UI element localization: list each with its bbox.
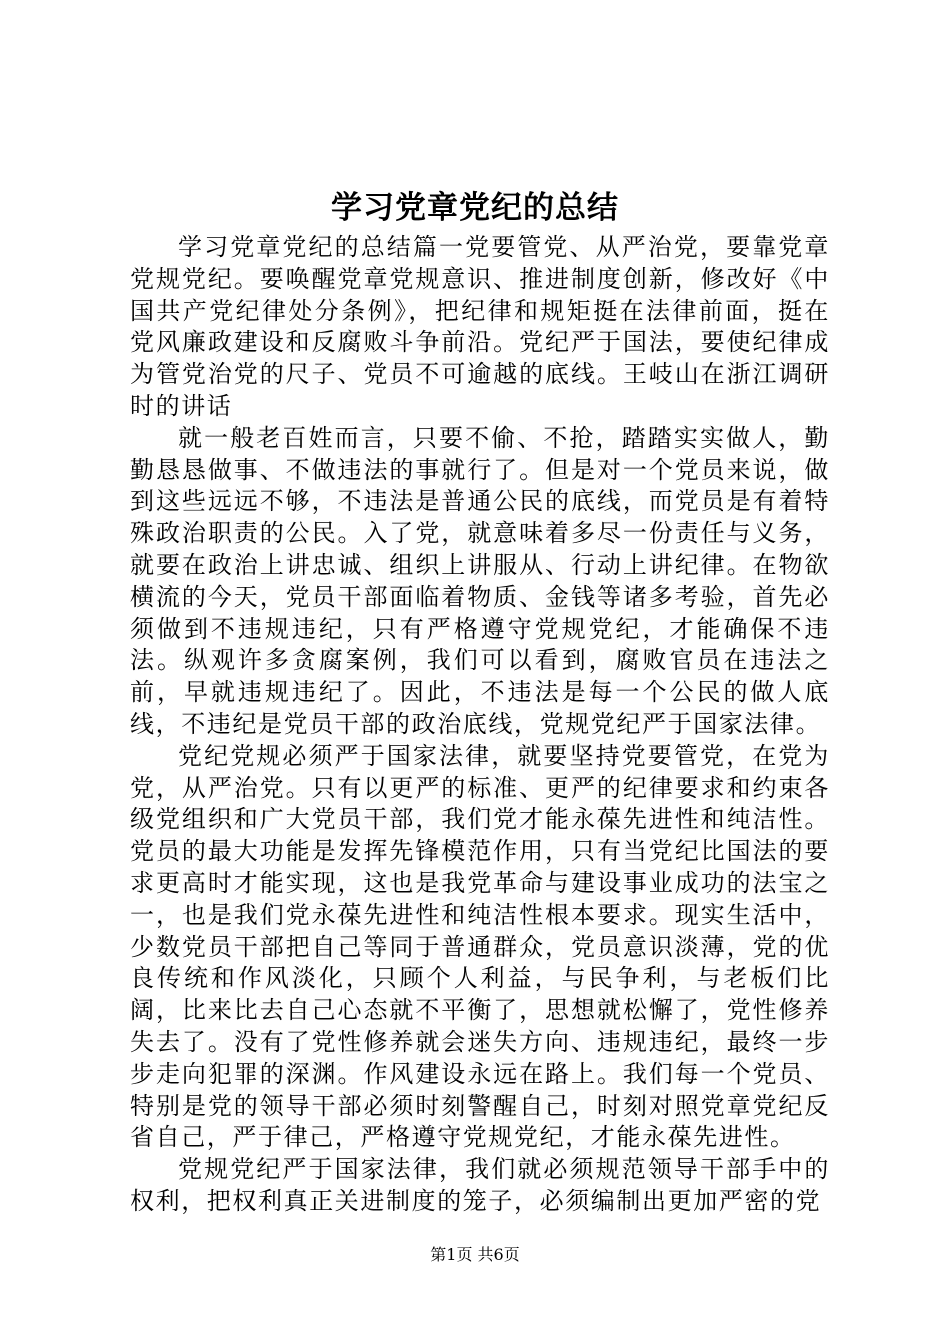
document-title: 学习党章党纪的总结 — [331, 190, 619, 226]
document-body — [130, 232, 830, 1218]
paragraph-3: 党纪党规必须严于国家法律，就要坚持党要管党，在党为党，从严治党。只有以更严的标准、更严的纪律要求和约束各级党组织和广大党员干部，我们党才能永葆先进性和纯洁性。党员的最大功能是发挥先锋模范作用，只有当党纪比国法的要求更高时才能实现，这也是我党革命与建设事业成功的法宝之一，也是我们党永葆先进性和纯洁性根本要求。现实生活中，少数党员干部把自己等同于普通群众，党员意识淡薄，党的优良传统和作风淡化，只顾个人利益，与民争利，与老板们比阔，比来比去自己心态就不平衡了，思想就松懈了，党性修养失去了。没有了党性修养就会迷失方向、违规违纪，最终一步步走向犯罪的深渊。作风建设永远在路上。我们每一个党员、特别是党的领导干部必须时刻警醒自己，时刻对照党章党纪反省自己，严于律己，严格遵守党规党纪，才能永葆先进性。 — [130, 741, 830, 1152]
paragraph-1: 学习党章党纪的总结篇一党要管党、从严治党，要靠党章党规党纪。要唤醒党章党规意识、推进制度创新，修改好《中国共产党纪律处分条例》，把纪律和规矩挺在法律前面，挺在党风廉政建设和反腐败斗争前沿。党纪严于国法，要使纪律成为管党治党的尺子、党员不可逾越的底线。王岐山在浙江调研时的讲话 — [130, 233, 830, 420]
paragraph-4: 党规党纪严于国家法律，我们就必须规范领导干部手中的权利，把权利真正关进制度的笼子，必须编制出更加严密的党 — [130, 1155, 830, 1215]
page-footer: 第1页 共6页 — [430, 1245, 520, 1264]
paragraph-2: 就一般老百姓而言，只要不偷、不抢，踏踏实实做人，勤勤恳恳做事、不做违法的事就行了。但是对一个党员来说，做到这些远远不够，不违法是普通公民的底线，而党员是有着特殊政治职责的公民。入了党，就意味着多尽一份责任与义务，就要在政治上讲忠诚、组织上讲服从、行动上讲纪律。在物欲横流的今天，党员干部面临着物质、金钱等诸多考验，首先必须做到不违规违纪，只有严格遵守党规党纪，才能确保不违法。纵观许多贪腐案例，我们可以看到，腐败官员在违法之前，早就违规违纪了。因此，不违法是每一个公民的做人底线，不违纪是党员干部的政治底线，党规党纪严于国家法律。 — [130, 423, 830, 738]
